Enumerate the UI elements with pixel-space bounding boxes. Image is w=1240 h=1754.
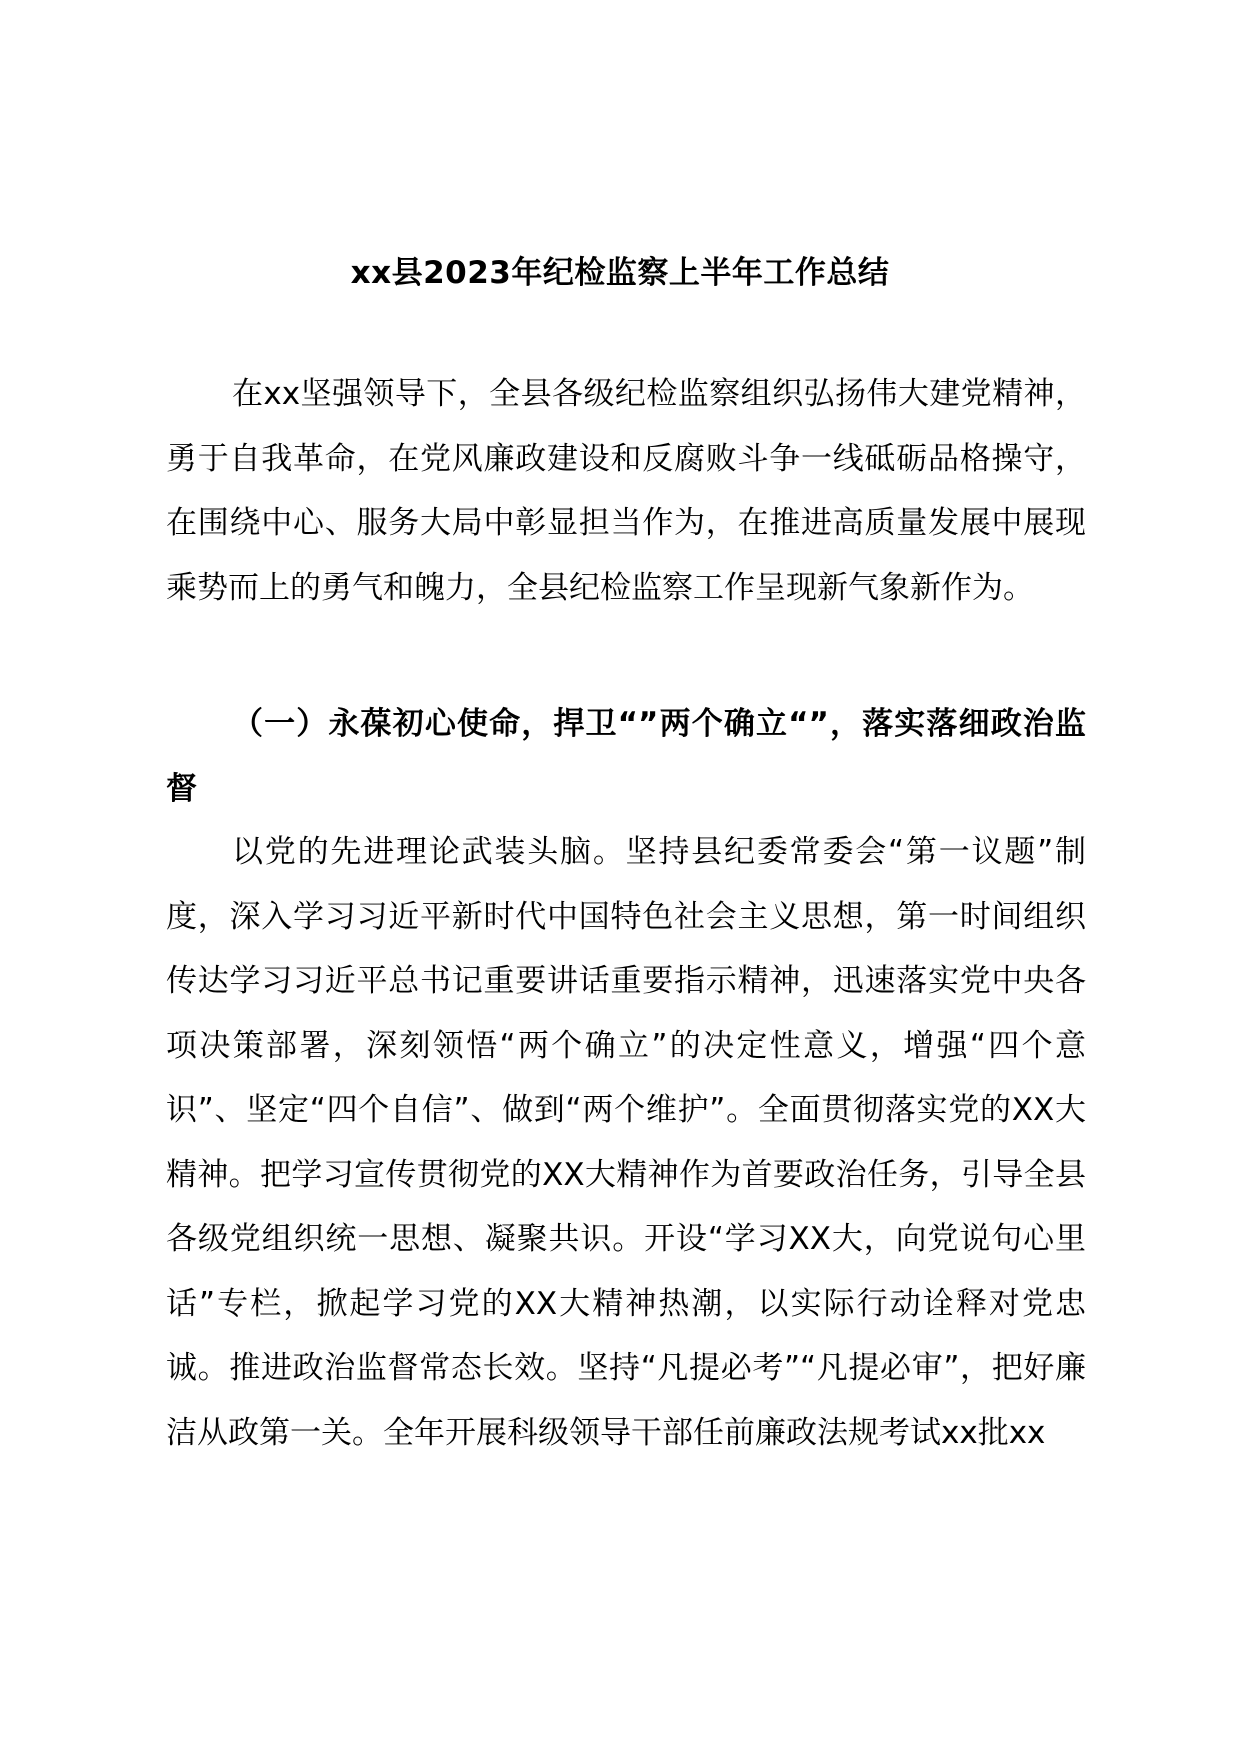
intro-paragraph: 在xx坚强领导下，全县各级纪检监察组织弘扬伟大建党精神，勇于自我革命，在党风廉政建设和反腐败斗争一线砥砺品格操守，在围绕中心、服务大局中彰显担当作为，在推进高质量发展中展现乘势而上的勇气和魄力，全县纪检监察工作呈现新气象新作为。 — [166, 376, 1086, 606]
body-paragraph: 以党的先进理论武装头脑。坚持县纪委常委会“第一议题”制度，深入学习习近平新时代中国特色社会主义思想，第一时间组织传达学习习近平总书记重要讲话重要指示精神，迅速落实党中央各项决策部署，深刻领悟“两个确立”的决定性意义，增强“四个意识”、坚定“四个自信”、做到“两个维护”。全面贯彻落实党的XX大精神。把学习宣传贯彻党的XX大精神作为首要政治任务，引导全县各级党组织统一思想、凝聚共识。开设“学习XX大，向党说句心里话”专栏，掀起学习党的XX大精神热潮，以实际行动诠释对党忠诚。推进政治监督常态长效。坚持“凡提必考”“凡提必审”，把好廉洁从政第一关。全年开展科级领导干部任前廉政法规考试xx批xx — [166, 834, 1086, 1451]
document-title: xx县2023年纪检监察上半年工作总结 — [350, 255, 890, 291]
section-heading: （一）永葆初心使命，捍卫“”两个确立“”，落实落细政治监督 — [166, 706, 1086, 807]
